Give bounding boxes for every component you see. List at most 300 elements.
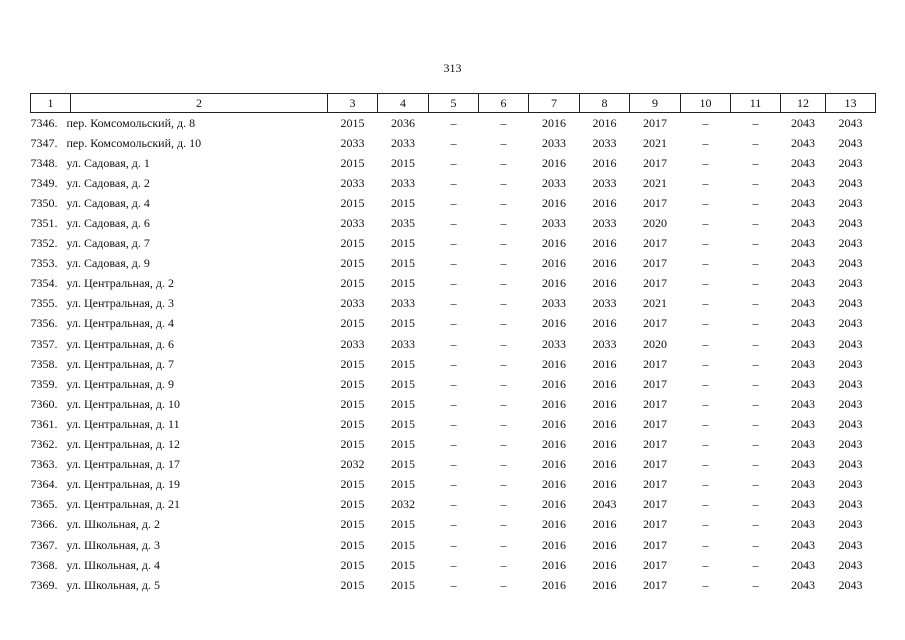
address-cell xyxy=(31,435,328,455)
year-cell-c3: 2015 xyxy=(340,537,365,552)
year-cell-c5: – xyxy=(450,115,457,130)
row-number: 7364. xyxy=(30,477,58,492)
year-cell-c13: 2043 xyxy=(838,517,863,532)
year-cell-c12: 2043 xyxy=(791,175,815,190)
year-cell-c4: 2015 xyxy=(391,256,415,271)
address-cell xyxy=(31,113,328,134)
year-cell-c7: 2016 xyxy=(542,557,566,572)
column-header: 2 xyxy=(71,94,328,113)
year-cell-c4: 2015 xyxy=(391,396,415,411)
row-number: 7352. xyxy=(30,236,58,251)
year-cell-c6: – xyxy=(500,457,507,472)
year-cell-c8: 2033 xyxy=(592,336,617,351)
year-cell-c4: 2032 xyxy=(391,497,415,512)
year-cell-c9: 2021 xyxy=(643,135,667,150)
year-cell-c7: 2016 xyxy=(542,195,566,210)
column-header: 7 xyxy=(529,94,580,113)
year-cell-c7: 2016 xyxy=(542,477,566,492)
address-text: ул. Центральная, д. 19 xyxy=(66,477,181,492)
year-cell-c3: 2015 xyxy=(340,115,365,130)
year-cell-c6: – xyxy=(500,376,507,391)
year-cell-c11: – xyxy=(752,557,759,572)
year-cell-c10: – xyxy=(702,457,709,472)
year-cell-c5: – xyxy=(450,216,457,231)
row-number: 7348. xyxy=(30,155,58,170)
year-cell-c12: 2043 xyxy=(791,236,815,251)
column-header: 3 xyxy=(328,94,378,113)
year-cell-c5: – xyxy=(450,336,457,351)
year-cell-c12: 2043 xyxy=(791,437,815,452)
year-cell-c3: 2015 xyxy=(340,195,365,210)
year-cell-c10: – xyxy=(702,437,709,452)
table-row xyxy=(31,334,876,354)
year-cell-c11: – xyxy=(752,416,759,431)
year-cell-c13: 2043 xyxy=(838,195,863,210)
year-cell-c3: 2015 xyxy=(340,577,365,592)
year-cell-c11: – xyxy=(752,276,759,291)
table-row xyxy=(31,234,876,254)
column-header: 1 xyxy=(31,94,71,113)
row-number: 7351. xyxy=(30,216,58,231)
year-cell-c6: – xyxy=(500,437,507,452)
address-text: ул. Садовая, д. 1 xyxy=(66,155,150,170)
address-cell xyxy=(31,193,328,213)
year-cell-c9: 2017 xyxy=(643,416,667,431)
row-number: 7357. xyxy=(30,336,58,351)
year-cell-c7: 2016 xyxy=(542,537,566,552)
year-cell-c12: 2043 xyxy=(791,135,815,150)
row-number: 7359. xyxy=(30,376,58,391)
year-cell-c6: – xyxy=(500,216,507,231)
year-cell-c3: 2033 xyxy=(340,135,365,150)
column-header: 4 xyxy=(378,94,429,113)
year-cell-c9: 2017 xyxy=(643,577,667,592)
year-cell-c6: – xyxy=(500,497,507,512)
year-cell-c13: 2043 xyxy=(838,557,863,572)
year-cell-c7: 2016 xyxy=(542,376,566,391)
year-cell-c4: 2015 xyxy=(391,517,415,532)
address-text: ул. Центральная, д. 12 xyxy=(66,437,181,452)
year-cell-c7: 2016 xyxy=(542,416,566,431)
year-cell-c13: 2043 xyxy=(838,376,863,391)
table-row xyxy=(31,435,876,455)
column-header: 6 xyxy=(479,94,529,113)
year-cell-c13: 2043 xyxy=(838,416,863,431)
year-cell-c13: 2043 xyxy=(838,336,863,351)
address-text: ул. Центральная, д. 7 xyxy=(66,356,175,371)
year-cell-c13: 2043 xyxy=(838,457,863,472)
year-cell-c3: 2015 xyxy=(340,356,365,371)
year-cell-c13: 2043 xyxy=(838,236,863,251)
address-cell xyxy=(31,555,328,575)
year-cell-c5: – xyxy=(450,316,457,331)
year-cell-c6: – xyxy=(500,356,507,371)
year-cell-c9: 2021 xyxy=(643,175,667,190)
year-cell-c3: 2015 xyxy=(340,236,365,251)
table-row xyxy=(31,294,876,314)
year-cell-c9: 2017 xyxy=(643,537,667,552)
year-cell-c6: – xyxy=(500,276,507,291)
year-cell-c3: 2015 xyxy=(340,256,365,271)
row-number: 7353. xyxy=(30,256,58,271)
year-cell-c4: 2015 xyxy=(391,557,415,572)
year-cell-c7: 2033 xyxy=(542,175,566,190)
year-cell-c10: – xyxy=(702,336,709,351)
year-cell-c12: 2043 xyxy=(791,316,815,331)
row-number: 7350. xyxy=(30,195,58,210)
year-cell-c4: 2015 xyxy=(391,356,415,371)
address-cell xyxy=(31,153,328,173)
row-number: 7362. xyxy=(30,437,58,452)
year-cell-c11: – xyxy=(752,236,759,251)
year-cell-c6: – xyxy=(500,115,507,130)
address-cell xyxy=(31,515,328,535)
year-cell-c6: – xyxy=(500,256,507,271)
year-cell-c9: 2017 xyxy=(643,477,667,492)
year-cell-c4: 2015 xyxy=(391,537,415,552)
table-row xyxy=(31,555,876,575)
year-cell-c5: – xyxy=(450,256,457,271)
year-cell-c7: 2016 xyxy=(542,396,566,411)
year-cell-c10: – xyxy=(702,276,709,291)
year-cell-c5: – xyxy=(450,175,457,190)
header-row xyxy=(31,94,876,113)
year-cell-c8: 2033 xyxy=(592,175,617,190)
year-cell-c3: 2015 xyxy=(340,396,365,411)
year-cell-c3: 2032 xyxy=(340,457,365,472)
year-cell-c8: 2016 xyxy=(592,437,617,452)
address-text: ул. Школьная, д. 5 xyxy=(66,577,160,592)
year-cell-c12: 2043 xyxy=(791,356,815,371)
year-cell-c5: – xyxy=(450,416,457,431)
address-text: ул. Центральная, д. 10 xyxy=(66,396,181,411)
year-cell-c3: 2015 xyxy=(340,155,365,170)
year-cell-c11: – xyxy=(752,256,759,271)
address-text: ул. Школьная, д. 2 xyxy=(66,517,160,532)
year-cell-c4: 2035 xyxy=(391,216,415,231)
address-cell xyxy=(31,535,328,555)
address-cell xyxy=(31,133,328,153)
year-cell-c11: – xyxy=(752,396,759,411)
table-row xyxy=(31,455,876,475)
year-cell-c5: – xyxy=(450,457,457,472)
year-cell-c6: – xyxy=(500,336,507,351)
table-row xyxy=(31,153,876,173)
address-text: ул. Центральная, д. 2 xyxy=(66,276,175,291)
year-cell-c3: 2015 xyxy=(340,376,365,391)
year-cell-c11: – xyxy=(752,195,759,210)
row-number: 7365. xyxy=(30,497,58,512)
year-cell-c10: – xyxy=(702,296,709,311)
year-cell-c4: 2015 xyxy=(391,577,415,592)
year-cell-c13: 2043 xyxy=(838,256,863,271)
repair-schedule-table xyxy=(30,93,876,595)
table-row xyxy=(31,113,876,134)
year-cell-c8: 2016 xyxy=(592,115,617,130)
year-cell-c13: 2043 xyxy=(838,175,863,190)
table-row xyxy=(31,193,876,213)
year-cell-c10: – xyxy=(702,216,709,231)
year-cell-c8: 2016 xyxy=(592,256,617,271)
table-row xyxy=(31,475,876,495)
year-cell-c13: 2043 xyxy=(838,537,863,552)
year-cell-c9: 2017 xyxy=(643,236,667,251)
year-cell-c8: 2016 xyxy=(592,517,617,532)
year-cell-c3: 2015 xyxy=(340,517,365,532)
year-cell-c7: 2016 xyxy=(542,356,566,371)
year-cell-c3: 2015 xyxy=(340,437,365,452)
year-cell-c8: 2033 xyxy=(592,135,617,150)
year-cell-c6: – xyxy=(500,175,507,190)
year-cell-c11: – xyxy=(752,376,759,391)
table-body xyxy=(31,113,876,596)
year-cell-c10: – xyxy=(702,557,709,572)
year-cell-c4: 2015 xyxy=(391,276,415,291)
year-cell-c7: 2016 xyxy=(542,577,566,592)
year-cell-c6: – xyxy=(500,477,507,492)
year-cell-c10: – xyxy=(702,537,709,552)
year-cell-c8: 2016 xyxy=(592,195,617,210)
address-cell xyxy=(31,475,328,495)
year-cell-c12: 2043 xyxy=(791,155,815,170)
year-cell-c10: – xyxy=(702,115,709,130)
year-cell-c5: – xyxy=(450,517,457,532)
address-cell xyxy=(31,173,328,193)
year-cell-c11: – xyxy=(752,135,759,150)
row-number: 7356. xyxy=(30,316,58,331)
year-cell-c6: – xyxy=(500,316,507,331)
year-cell-c10: – xyxy=(702,477,709,492)
year-cell-c6: – xyxy=(500,135,507,150)
year-cell-c4: 2033 xyxy=(391,336,415,351)
year-cell-c13: 2043 xyxy=(838,135,863,150)
year-cell-c12: 2043 xyxy=(791,195,815,210)
year-cell-c4: 2033 xyxy=(391,135,415,150)
address-text: ул. Центральная, д. 4 xyxy=(66,316,175,331)
year-cell-c6: – xyxy=(500,537,507,552)
address-cell xyxy=(31,455,328,475)
year-cell-c11: – xyxy=(752,216,759,231)
year-cell-c12: 2043 xyxy=(791,256,815,271)
year-cell-c5: – xyxy=(450,437,457,452)
address-text: пер. Комсомольский, д. 8 xyxy=(66,115,196,130)
year-cell-c7: 2016 xyxy=(542,517,566,532)
year-cell-c12: 2043 xyxy=(791,396,815,411)
row-number: 7349. xyxy=(30,175,58,190)
year-cell-c12: 2043 xyxy=(791,296,815,311)
year-cell-c8: 2016 xyxy=(592,396,617,411)
year-cell-c10: – xyxy=(702,155,709,170)
year-cell-c3: 2015 xyxy=(340,276,365,291)
row-number: 7355. xyxy=(30,296,58,311)
year-cell-c9: 2017 xyxy=(643,376,667,391)
year-cell-c13: 2043 xyxy=(838,115,863,130)
table-row xyxy=(31,575,876,595)
year-cell-c5: – xyxy=(450,155,457,170)
column-header: 5 xyxy=(429,94,479,113)
year-cell-c8: 2033 xyxy=(592,296,617,311)
year-cell-c11: – xyxy=(752,155,759,170)
address-cell xyxy=(31,274,328,294)
column-header: 13 xyxy=(826,94,876,113)
year-cell-c8: 2016 xyxy=(592,236,617,251)
address-text: ул. Школьная, д. 4 xyxy=(66,557,160,572)
address-text: ул. Центральная, д. 3 xyxy=(66,296,175,311)
year-cell-c8: 2016 xyxy=(592,537,617,552)
table-row xyxy=(31,354,876,374)
year-cell-c6: – xyxy=(500,517,507,532)
address-cell xyxy=(31,213,328,233)
year-cell-c8: 2016 xyxy=(592,577,617,592)
year-cell-c8: 2033 xyxy=(592,216,617,231)
year-cell-c7: 2016 xyxy=(542,316,566,331)
year-cell-c9: 2021 xyxy=(643,296,667,311)
year-cell-c11: – xyxy=(752,577,759,592)
year-cell-c11: – xyxy=(752,316,759,331)
row-number: 7368. xyxy=(30,557,58,572)
address-cell xyxy=(31,234,328,254)
year-cell-c8: 2016 xyxy=(592,376,617,391)
address-text: ул. Садовая, д. 9 xyxy=(66,256,150,271)
year-cell-c9: 2017 xyxy=(643,256,667,271)
year-cell-c4: 2015 xyxy=(391,316,415,331)
year-cell-c3: 2015 xyxy=(340,497,365,512)
year-cell-c7: 2016 xyxy=(542,497,566,512)
address-text: ул. Садовая, д. 6 xyxy=(66,216,150,231)
row-number: 7347. xyxy=(30,135,58,150)
row-number: 7346. xyxy=(30,115,58,130)
address-cell xyxy=(31,374,328,394)
row-number: 7366. xyxy=(30,517,58,532)
year-cell-c9: 2017 xyxy=(643,316,667,331)
year-cell-c7: 2033 xyxy=(542,135,566,150)
year-cell-c9: 2017 xyxy=(643,517,667,532)
year-cell-c9: 2017 xyxy=(643,497,667,512)
table-row xyxy=(31,394,876,414)
year-cell-c4: 2015 xyxy=(391,437,415,452)
address-text: ул. Центральная, д. 21 xyxy=(66,497,181,512)
year-cell-c12: 2043 xyxy=(791,416,815,431)
year-cell-c8: 2016 xyxy=(592,457,617,472)
year-cell-c10: – xyxy=(702,135,709,150)
address-text: ул. Школьная, д. 3 xyxy=(66,537,160,552)
year-cell-c9: 2020 xyxy=(643,336,667,351)
year-cell-c13: 2043 xyxy=(838,437,863,452)
year-cell-c11: – xyxy=(752,477,759,492)
year-cell-c10: – xyxy=(702,396,709,411)
year-cell-c10: – xyxy=(702,376,709,391)
year-cell-c8: 2016 xyxy=(592,276,617,291)
address-cell xyxy=(31,414,328,434)
year-cell-c7: 2016 xyxy=(542,437,566,452)
year-cell-c5: – xyxy=(450,135,457,150)
year-cell-c8: 2016 xyxy=(592,416,617,431)
address-text: ул. Садовая, д. 4 xyxy=(66,195,150,210)
year-cell-c13: 2043 xyxy=(838,356,863,371)
year-cell-c6: – xyxy=(500,296,507,311)
year-cell-c5: – xyxy=(450,236,457,251)
year-cell-c9: 2017 xyxy=(643,557,667,572)
address-cell xyxy=(31,314,328,334)
row-number: 7369. xyxy=(30,577,58,592)
year-cell-c5: – xyxy=(450,376,457,391)
year-cell-c7: 2016 xyxy=(542,155,566,170)
year-cell-c10: – xyxy=(702,316,709,331)
year-cell-c11: – xyxy=(752,517,759,532)
year-cell-c10: – xyxy=(702,256,709,271)
year-cell-c9: 2017 xyxy=(643,437,667,452)
year-cell-c9: 2017 xyxy=(643,155,667,170)
year-cell-c13: 2043 xyxy=(838,296,863,311)
table-row xyxy=(31,173,876,193)
year-cell-c5: – xyxy=(450,497,457,512)
year-cell-c13: 2043 xyxy=(838,497,863,512)
year-cell-c9: 2020 xyxy=(643,216,667,231)
table-row xyxy=(31,374,876,394)
year-cell-c3: 2033 xyxy=(340,175,365,190)
year-cell-c9: 2017 xyxy=(643,115,667,130)
year-cell-c10: – xyxy=(702,517,709,532)
year-cell-c13: 2043 xyxy=(838,316,863,331)
year-cell-c7: 2016 xyxy=(542,236,566,251)
year-cell-c5: – xyxy=(450,477,457,492)
year-cell-c4: 2015 xyxy=(391,195,415,210)
year-cell-c7: 2033 xyxy=(542,216,566,231)
row-number: 7360. xyxy=(30,396,58,411)
year-cell-c7: 2033 xyxy=(542,336,566,351)
address-cell xyxy=(31,334,328,354)
year-cell-c12: 2043 xyxy=(791,537,815,552)
address-text: ул. Центральная, д. 17 xyxy=(66,457,181,472)
year-cell-c3: 2015 xyxy=(340,316,365,331)
address-cell xyxy=(31,575,328,595)
year-cell-c12: 2043 xyxy=(791,457,815,472)
year-cell-c13: 2043 xyxy=(838,155,863,170)
table-row xyxy=(31,414,876,434)
table-row xyxy=(31,535,876,555)
year-cell-c13: 2043 xyxy=(838,477,863,492)
year-cell-c11: – xyxy=(752,537,759,552)
address-text: ул. Садовая, д. 2 xyxy=(66,175,150,190)
year-cell-c7: 2016 xyxy=(542,115,566,130)
year-cell-c4: 2015 xyxy=(391,376,415,391)
year-cell-c11: – xyxy=(752,356,759,371)
table-row xyxy=(31,314,876,334)
year-cell-c8: 2016 xyxy=(592,557,617,572)
year-cell-c6: – xyxy=(500,195,507,210)
year-cell-c5: – xyxy=(450,577,457,592)
column-header: 9 xyxy=(630,94,681,113)
year-cell-c9: 2017 xyxy=(643,396,667,411)
year-cell-c13: 2043 xyxy=(838,577,863,592)
year-cell-c7: 2016 xyxy=(542,276,566,291)
year-cell-c8: 2016 xyxy=(592,477,617,492)
year-cell-c5: – xyxy=(450,557,457,572)
year-cell-c4: 2033 xyxy=(391,175,415,190)
year-cell-c7: 2033 xyxy=(542,296,566,311)
year-cell-c10: – xyxy=(702,175,709,190)
year-cell-c11: – xyxy=(752,336,759,351)
year-cell-c10: – xyxy=(702,577,709,592)
year-cell-c5: – xyxy=(450,356,457,371)
year-cell-c4: 2015 xyxy=(391,155,415,170)
column-header: 11 xyxy=(731,94,781,113)
table-row xyxy=(31,495,876,515)
address-cell xyxy=(31,394,328,414)
year-cell-c10: – xyxy=(702,236,709,251)
year-cell-c12: 2043 xyxy=(791,376,815,391)
year-cell-c12: 2043 xyxy=(791,477,815,492)
